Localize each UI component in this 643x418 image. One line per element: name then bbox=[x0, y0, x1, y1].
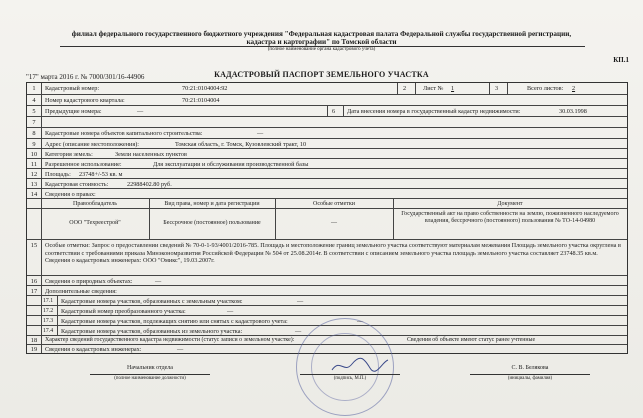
field-label: Кадастровые номера участков, образованных из земельного участка: bbox=[61, 328, 243, 335]
row-number: 6 bbox=[332, 108, 336, 115]
right-holder: ООО "Техреестрой" bbox=[69, 220, 121, 226]
row-number: 5 bbox=[32, 108, 36, 115]
form-code: КП.1 bbox=[613, 56, 629, 64]
field-label: Кадастровые номера участков, образованных с земельным участком: bbox=[61, 298, 243, 305]
field-label: Кадастровые номера объектов капитального строительства: bbox=[45, 130, 203, 137]
field-value: — bbox=[357, 318, 364, 325]
row-1 bbox=[27, 83, 627, 94]
row-number: 17.1 bbox=[43, 298, 54, 304]
field-label: Дополнительные сведения: bbox=[45, 288, 117, 295]
signer-position: Начальник отдела bbox=[127, 365, 173, 371]
right-notes: — bbox=[331, 220, 337, 226]
row-number: 12 bbox=[30, 171, 38, 178]
field-label: Характер сведений государственного кадастра недвижимости (статус записи о земельном участке): bbox=[45, 337, 295, 343]
name-note: (инициалы, фамилия) bbox=[507, 376, 553, 381]
field-value: — bbox=[297, 298, 304, 305]
field-label: Сведения о кадастровых инженерах: bbox=[45, 346, 142, 353]
document-title: КАДАСТРОВЫЙ ПАСПОРТ ЗЕМЕЛЬНОГО УЧАСТКА bbox=[214, 70, 429, 79]
col-right-header: Вид права, номер и дата регистрации bbox=[164, 201, 260, 207]
row-number: 7 bbox=[32, 119, 36, 126]
field-label: Кадастровый номер преобразованного участка: bbox=[61, 308, 186, 315]
field-label: Разрешенное использование: bbox=[45, 161, 122, 168]
record-status: Сведения об объекте имеют статус ранее учтенные bbox=[407, 337, 536, 343]
position-note: (полное наименование должности) bbox=[114, 376, 186, 381]
natural-objects: — bbox=[155, 278, 162, 285]
field-label: Площадь: bbox=[45, 171, 71, 178]
field-label: Предыдущие номера: bbox=[45, 108, 102, 115]
row-15 bbox=[27, 239, 627, 276]
row-number: 3 bbox=[495, 85, 499, 92]
field-value: — bbox=[295, 328, 302, 335]
special-notes: Особые отметки: Запрос о предоставлении сведений № 70-0-1-93/4001/2016-785. Площадь и местоположение границ земельного участка соответствуют материалам межевания Площадь земельного участка округлена в соответствии с требованиями приказа Минэкономразвития Российской Федерации № 504 от 25.08.2014г. В соответствии с описанием земельного участка площадь земельного участка составляет 23748.35 кв.м. Сведения о кадастровых инженерах: ООО "Омикс", 19.03.2007г. bbox=[45, 242, 621, 265]
col-notes-header: Особые отметки bbox=[313, 201, 355, 207]
row-number: 4 bbox=[32, 97, 36, 104]
signer-name: С. В. Белякова bbox=[511, 365, 549, 371]
row-number: 18 bbox=[30, 337, 38, 344]
field-label: Номер кадастрового квартала: bbox=[45, 97, 125, 104]
row-number: 17.2 bbox=[43, 308, 54, 314]
field-label: Кадастровый номер: bbox=[45, 85, 100, 92]
row-number: 15 bbox=[30, 242, 38, 249]
row-number: 17.3 bbox=[43, 318, 54, 324]
passport-table bbox=[26, 82, 628, 354]
total-sheets: 2 bbox=[572, 85, 576, 92]
sheet-number: 1 bbox=[451, 85, 455, 92]
capital-objects: — bbox=[257, 130, 264, 137]
row-number: 2 bbox=[403, 85, 407, 92]
entry-date: 30.03.1998 bbox=[559, 108, 587, 115]
permitted-use: Для эксплуатации и обслуживания производственной базы bbox=[153, 161, 309, 168]
previous-numbers: — bbox=[137, 108, 144, 115]
right-document: Государственный акт на право собственности на землю, пожизненного наследуемого владения, бессрочного (постоянного) пользования № ТО-14-04980 bbox=[401, 211, 619, 224]
sheet-label: Лист № bbox=[423, 85, 444, 92]
row-number: 17 bbox=[30, 288, 38, 295]
field-label: Кадастровая стоимость: bbox=[45, 181, 109, 188]
row-number: 11 bbox=[30, 161, 38, 168]
quarter-number: 70:21:0104004 bbox=[182, 97, 220, 104]
total-sheets-label: Всего листов: bbox=[527, 85, 564, 92]
row-number: 9 bbox=[32, 141, 36, 148]
issuer-line-2: кадастра и картографии" по Томской области bbox=[246, 38, 397, 46]
land-category: Земли населенных пунктов bbox=[115, 151, 187, 158]
signature-note: (подпись, М.П.) bbox=[333, 376, 367, 381]
rights-data-row bbox=[27, 208, 627, 240]
field-label: Сведения о правах: bbox=[45, 191, 96, 198]
issuer-note: (полное наименование органа кадастрового учета) bbox=[267, 47, 376, 52]
engineers: — bbox=[177, 346, 184, 353]
row-number: 10 bbox=[30, 151, 38, 158]
cadastral-number: 70:21:0104004:92 bbox=[182, 85, 228, 92]
row-number: 17.4 bbox=[43, 328, 54, 334]
row-number: 16 bbox=[30, 278, 38, 285]
col-doc-header: Документ bbox=[497, 201, 523, 207]
row-number: 19 bbox=[30, 346, 38, 353]
row-number: 8 bbox=[32, 130, 36, 137]
row-number: 14 bbox=[30, 191, 38, 198]
field-label: Сведения о природных объектах: bbox=[45, 278, 133, 285]
issue-date: "17" марта 2016 г. № 7000/301/16-44906 bbox=[26, 73, 145, 81]
right-type: Бессрочное (постоянное) пользование bbox=[163, 220, 261, 226]
address: Томская область, г. Томск, Кузовлевский тракт, 10 bbox=[175, 141, 307, 148]
field-label: Кадастровые номера участков, подлежащих снятию или снятых с кадастрового учета: bbox=[61, 318, 288, 325]
cadastral-value: 22988402.80 руб. bbox=[127, 181, 172, 188]
row-number: 1 bbox=[32, 85, 36, 92]
row-number: 13 bbox=[30, 181, 38, 188]
field-value: — bbox=[227, 308, 234, 315]
issuer-line-1: филиал федерального государственного бюджетного учреждения "Федеральная кадастровая палата Федеральной службы государственной регистрации, bbox=[71, 30, 572, 38]
col-holder-header: Правообладатель bbox=[73, 201, 117, 207]
field-label: Адрес (описание местоположения): bbox=[45, 141, 139, 148]
field-label: Дата внесения номера в государственный кадастр недвижимости: bbox=[347, 108, 521, 115]
signature bbox=[330, 356, 390, 374]
area: 23748+/-53 кв. м bbox=[79, 171, 123, 178]
field-label: Категория земель: bbox=[45, 151, 93, 158]
